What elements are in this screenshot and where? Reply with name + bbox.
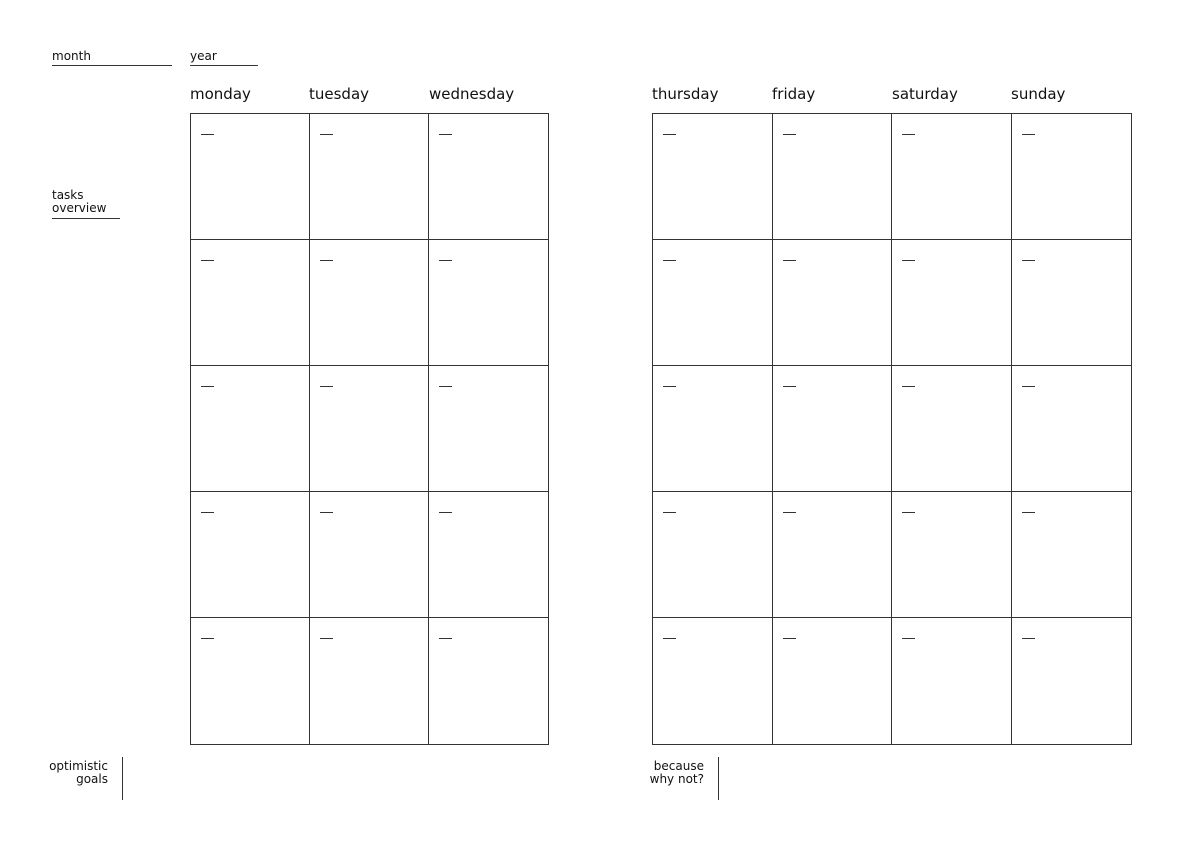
day-cell-tuesday-5[interactable]: [310, 618, 429, 744]
day-cell-sunday-3[interactable]: [1012, 366, 1132, 492]
day-cell-thursday-4[interactable]: [653, 492, 773, 618]
entry-dash: [902, 386, 915, 387]
day-cell-saturday-1[interactable]: [892, 114, 1012, 240]
entry-dash: [201, 638, 214, 639]
day-cell-wednesday-1[interactable]: [429, 114, 548, 240]
entry-dash: [1022, 512, 1035, 513]
day-cell-sunday-2[interactable]: [1012, 240, 1132, 366]
optimistic-goals-line-1: optimistic: [49, 759, 108, 773]
entry-dash: [663, 512, 676, 513]
entry-dash: [320, 638, 333, 639]
day-cell-thursday-3[interactable]: [653, 366, 773, 492]
tasks-overview-line-1: tasks: [52, 188, 84, 202]
day-cell-monday-3[interactable]: [191, 366, 310, 492]
because-why-not-label: [636, 760, 704, 786]
day-header-saturday: saturday: [892, 85, 958, 103]
day-header-thursday: thursday: [652, 85, 719, 103]
entry-dash: [783, 386, 796, 387]
day-cell-monday-2[interactable]: [191, 240, 310, 366]
day-cell-saturday-5[interactable]: [892, 618, 1012, 744]
optimistic-goals-divider: [122, 757, 123, 800]
entry-dash: [1022, 260, 1035, 261]
day-cell-friday-5[interactable]: [773, 618, 893, 744]
entry-dash: [439, 260, 452, 261]
day-cell-friday-4[interactable]: [773, 492, 893, 618]
day-cell-tuesday-3[interactable]: [310, 366, 429, 492]
entry-dash: [1022, 134, 1035, 135]
entry-dash: [1022, 386, 1035, 387]
day-cell-thursday-2[interactable]: [653, 240, 773, 366]
entry-dash: [439, 512, 452, 513]
tasks-overview-line-2: overview: [52, 201, 107, 215]
day-cell-friday-1[interactable]: [773, 114, 893, 240]
entry-dash: [902, 512, 915, 513]
because-why-not-line-2: why not?: [649, 772, 704, 786]
right-week-grid: [652, 113, 1132, 745]
optimistic-goals-line-2: goals: [76, 772, 108, 786]
day-cell-saturday-2[interactable]: [892, 240, 1012, 366]
day-cell-thursday-5[interactable]: [653, 618, 773, 744]
entry-dash: [320, 512, 333, 513]
left-week-grid: [190, 113, 549, 745]
because-why-not-divider: [718, 757, 719, 800]
optimistic-goals-label: [40, 760, 108, 786]
entry-dash: [201, 260, 214, 261]
day-cell-wednesday-4[interactable]: [429, 492, 548, 618]
day-cell-sunday-5[interactable]: [1012, 618, 1132, 744]
day-cell-tuesday-4[interactable]: [310, 492, 429, 618]
year-field[interactable]: year: [190, 49, 258, 66]
entry-dash: [663, 134, 676, 135]
entry-dash: [783, 638, 796, 639]
entry-dash: [439, 134, 452, 135]
day-header-wednesday: wednesday: [429, 85, 515, 103]
entry-dash: [783, 134, 796, 135]
entry-dash: [201, 386, 214, 387]
entry-dash: [439, 638, 452, 639]
day-cell-saturday-4[interactable]: [892, 492, 1012, 618]
entry-dash: [902, 638, 915, 639]
month-field[interactable]: month: [52, 49, 172, 66]
day-header-friday: friday: [772, 85, 816, 103]
entry-dash: [201, 512, 214, 513]
entry-dash: [783, 512, 796, 513]
entry-dash: [320, 134, 333, 135]
entry-dash: [902, 260, 915, 261]
entry-dash: [201, 134, 214, 135]
day-header-sunday: sunday: [1011, 85, 1066, 103]
day-cell-wednesday-3[interactable]: [429, 366, 548, 492]
day-cell-sunday-4[interactable]: [1012, 492, 1132, 618]
day-cell-monday-5[interactable]: [191, 618, 310, 744]
day-cell-sunday-1[interactable]: [1012, 114, 1132, 240]
entry-dash: [902, 134, 915, 135]
entry-dash: [783, 260, 796, 261]
entry-dash: [663, 260, 676, 261]
entry-dash: [1022, 638, 1035, 639]
day-header-tuesday: tuesday: [309, 85, 370, 103]
day-cell-monday-1[interactable]: [191, 114, 310, 240]
day-cell-thursday-1[interactable]: [653, 114, 773, 240]
day-cell-monday-4[interactable]: [191, 492, 310, 618]
because-why-not-line-1: because: [653, 759, 704, 773]
day-cell-tuesday-2[interactable]: [310, 240, 429, 366]
day-cell-friday-3[interactable]: [773, 366, 893, 492]
day-header-monday: monday: [190, 85, 251, 103]
day-cell-saturday-3[interactable]: [892, 366, 1012, 492]
entry-dash: [439, 386, 452, 387]
entry-dash: [320, 260, 333, 261]
entry-dash: [320, 386, 333, 387]
day-cell-wednesday-2[interactable]: [429, 240, 548, 366]
day-cell-wednesday-5[interactable]: [429, 618, 548, 744]
tasks-overview-label: [52, 189, 120, 219]
entry-dash: [663, 386, 676, 387]
entry-dash: [663, 638, 676, 639]
day-cell-tuesday-1[interactable]: [310, 114, 429, 240]
day-cell-friday-2[interactable]: [773, 240, 893, 366]
